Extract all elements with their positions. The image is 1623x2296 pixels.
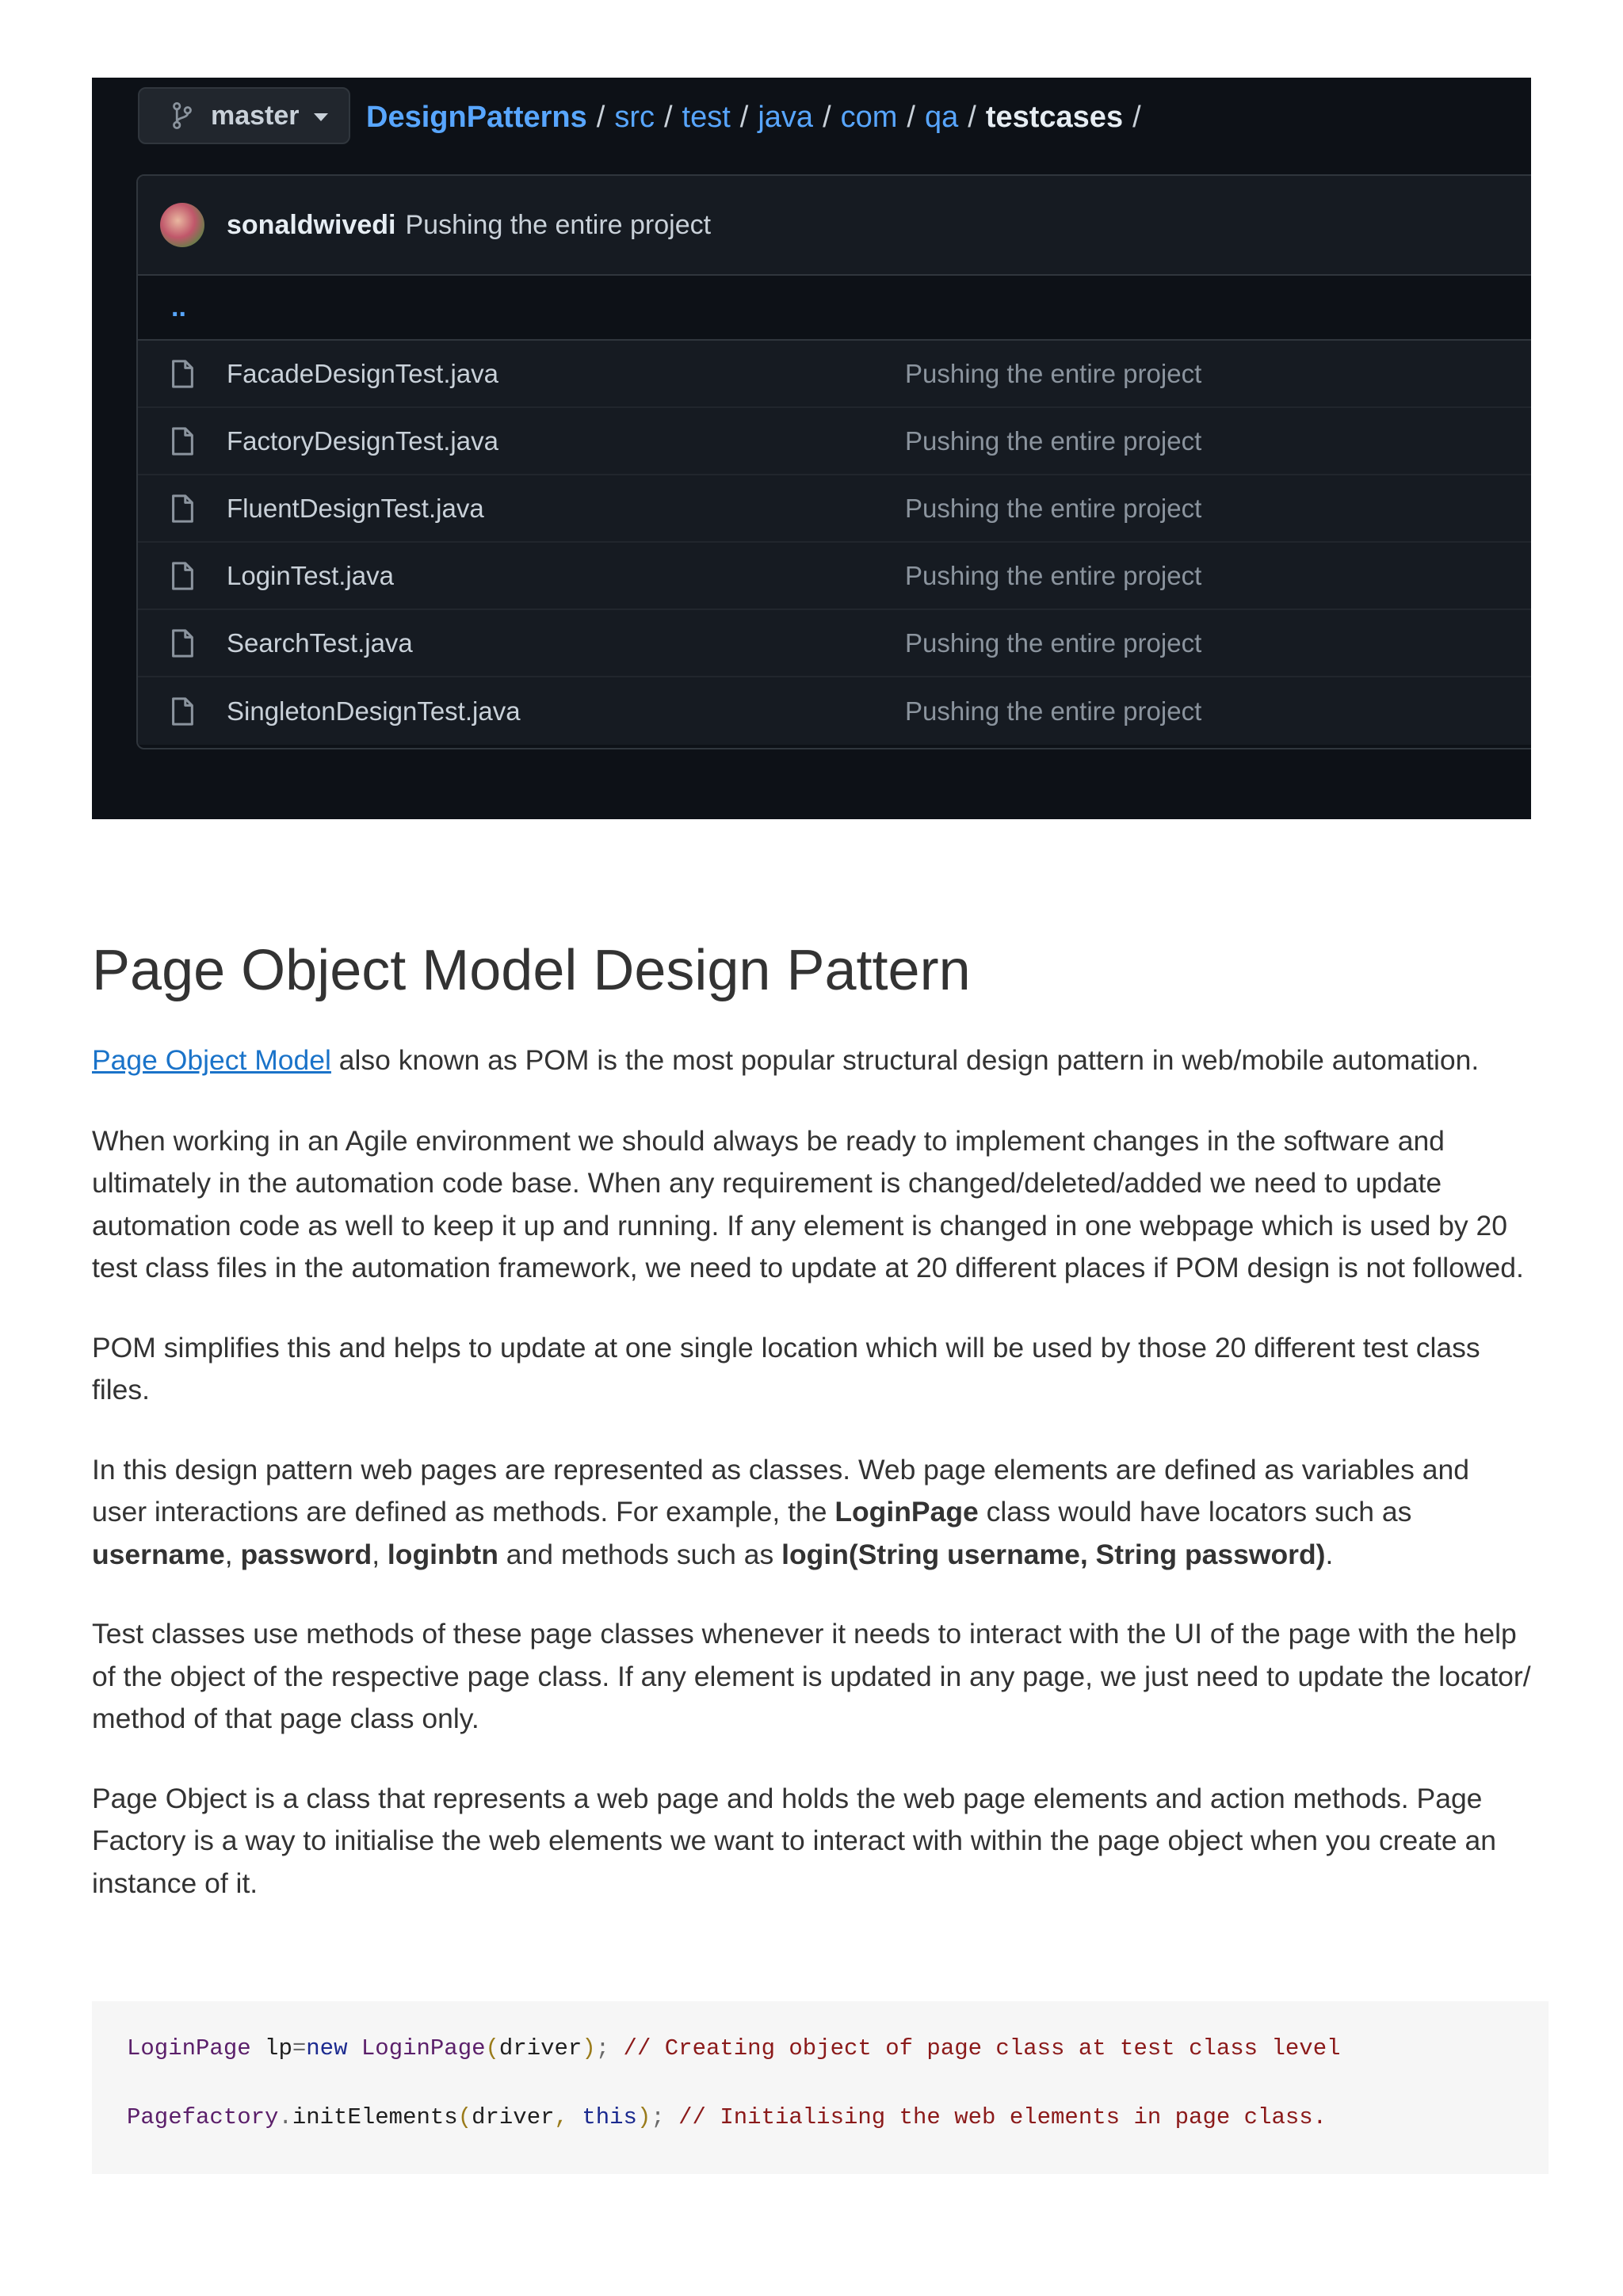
page-title: Page Object Model Design Pattern	[92, 939, 971, 1002]
article	[92, 935, 1531, 1942]
bold-loginpage: LoginPage	[834, 1496, 979, 1527]
code-token: driver	[498, 2035, 582, 2061]
bold-password: password	[240, 1538, 372, 1570]
code-token: )	[582, 2035, 596, 2061]
breadcrumb-link-src[interactable]: src	[614, 100, 655, 134]
git-branch-icon	[171, 102, 193, 129]
text-run: class would have locators such as	[978, 1496, 1412, 1527]
breadcrumb-link-java[interactable]: java	[758, 100, 814, 134]
text-run: .	[1325, 1538, 1334, 1570]
code-token: .	[278, 2104, 292, 2130]
file-icon	[170, 696, 195, 727]
latest-commit-bar	[138, 176, 1531, 276]
paragraph-page-factory: Page Object is a class that represents a web page and holds the web page elements and action methods. Page Factory is a way to initialise the web elements we want to interact with within the page object when you create an instance of it.	[92, 1782, 1496, 1899]
file-commit-message[interactable]: Pushing the entire project	[905, 425, 1202, 456]
branch-selector-button[interactable]	[138, 87, 350, 144]
breadcrumb-separator: /	[968, 100, 976, 134]
paragraph-design-pattern	[92, 1449, 1531, 1577]
commit-author-link[interactable]: sonaldwivedi	[227, 209, 396, 240]
file-commit-message[interactable]: Pushing the entire project	[905, 358, 1202, 388]
code-token: initElements	[292, 2104, 458, 2130]
code-token: (	[457, 2104, 472, 2130]
file-commit-message[interactable]: Pushing the entire project	[905, 696, 1202, 726]
breadcrumb	[366, 95, 1151, 139]
list-item[interactable]	[138, 408, 1531, 475]
code-token: Pagefactory	[127, 2104, 279, 2130]
code-token: )	[636, 2104, 651, 2130]
file-list	[136, 174, 1531, 749]
text-run: In this design pattern web pages are represented as classes. Web page elements are defined as variables and user interactions are defined as methods. For example, the	[92, 1453, 1469, 1527]
file-name-link[interactable]: LoginTest.java	[227, 560, 394, 590]
list-item[interactable]	[138, 475, 1531, 543]
paragraph-agile: When working in an Agile environment we should always be ready to implement changes in the software and ultimately in the automation code base. When any requirement is changed/deleted/added we need to update automation code as well to keep it up and running. If any element is changed in one webpage which is used by 20 test class files in the automation framework, we need to update at 20 different places if POM design is not followed.	[92, 1124, 1524, 1283]
breadcrumb-link-test[interactable]: test	[682, 100, 731, 134]
breadcrumb-separator: /	[663, 100, 673, 134]
paragraph-intro	[92, 1039, 1531, 1082]
code-token: ;	[595, 2035, 610, 2061]
code-comment: // Initialising the web elements in page class.	[664, 2104, 1327, 2130]
code-token: LoginPage	[347, 2035, 486, 2061]
breadcrumb-separator: /	[907, 100, 915, 134]
file-commit-message[interactable]: Pushing the entire project	[905, 627, 1202, 658]
list-item[interactable]	[138, 341, 1531, 408]
code-line	[127, 2031, 1549, 2066]
code-block	[92, 2001, 1549, 2174]
text-run: and methods such as	[498, 1538, 782, 1570]
code-line	[127, 2100, 1549, 2135]
file-icon	[170, 561, 195, 591]
breadcrumb-link-qa[interactable]: qa	[924, 100, 959, 134]
code-token: (	[485, 2035, 499, 2061]
parent-directory-link[interactable]: ..	[138, 276, 1531, 341]
list-item[interactable]	[138, 610, 1531, 677]
page-object-model-link[interactable]: Page Object Model	[92, 1044, 331, 1076]
bold-loginbtn: loginbtn	[387, 1538, 498, 1570]
list-item[interactable]	[138, 677, 1531, 745]
file-name-link[interactable]: FactoryDesignTest.java	[227, 425, 498, 456]
file-commit-message[interactable]: Pushing the entire project	[905, 493, 1202, 523]
code-token: this	[567, 2104, 637, 2130]
breadcrumb-link-com[interactable]: com	[840, 100, 898, 134]
branch-name: master	[211, 100, 300, 131]
list-item[interactable]	[138, 543, 1531, 610]
breadcrumb-separator: /	[823, 100, 831, 134]
text-run: ,	[224, 1538, 241, 1570]
file-icon	[170, 628, 195, 658]
code-token: ;	[651, 2104, 665, 2130]
github-screenshot	[92, 78, 1531, 819]
file-icon	[170, 359, 195, 389]
breadcrumb-separator: /	[1132, 100, 1141, 134]
code-token: LoginPage	[127, 2035, 251, 2061]
bold-username: username	[92, 1538, 225, 1570]
file-name-link[interactable]: FluentDesignTest.java	[227, 493, 484, 523]
breadcrumb-separator: /	[596, 100, 605, 134]
bold-login-method: login(String username, String password)	[781, 1538, 1326, 1570]
text-run: ,	[372, 1538, 388, 1570]
avatar[interactable]	[160, 203, 204, 247]
paragraph-test-classes: Test classes use methods of these page classes whenever it needs to interact with the UI of the page with the help of the object of the respective page class. If any element is updated in any page, we just need to update the locator/ method of that page class only.	[92, 1618, 1531, 1734]
file-icon	[170, 494, 195, 524]
code-comment: // Creating object of page class at test class level	[609, 2035, 1341, 2061]
code-token: new	[306, 2035, 348, 2061]
paragraph-pom-simplifies: POM simplifies this and helps to update at one single location which will be used by those 20 different test class files.	[92, 1331, 1480, 1405]
breadcrumb-repo-link[interactable]: DesignPatterns	[366, 100, 587, 134]
intro-text: also known as POM is the most popular structural design pattern in web/mobile automation.	[330, 1044, 1480, 1076]
file-name-link[interactable]: SingletonDesignTest.java	[227, 696, 521, 726]
chevron-down-icon	[314, 113, 328, 121]
code-token: =	[292, 2035, 307, 2061]
commit-message-link[interactable]: Pushing the entire project	[405, 209, 712, 240]
file-commit-message[interactable]: Pushing the entire project	[905, 560, 1202, 590]
code-token: lp	[250, 2035, 292, 2061]
code-token: ,	[554, 2104, 568, 2130]
code-token: driver	[472, 2104, 555, 2130]
file-name-link[interactable]: SearchTest.java	[227, 627, 413, 658]
file-icon	[170, 426, 195, 456]
breadcrumb-current-folder: testcases	[985, 100, 1124, 134]
file-name-link[interactable]: FacadeDesignTest.java	[227, 358, 499, 388]
breadcrumb-separator: /	[739, 100, 749, 134]
